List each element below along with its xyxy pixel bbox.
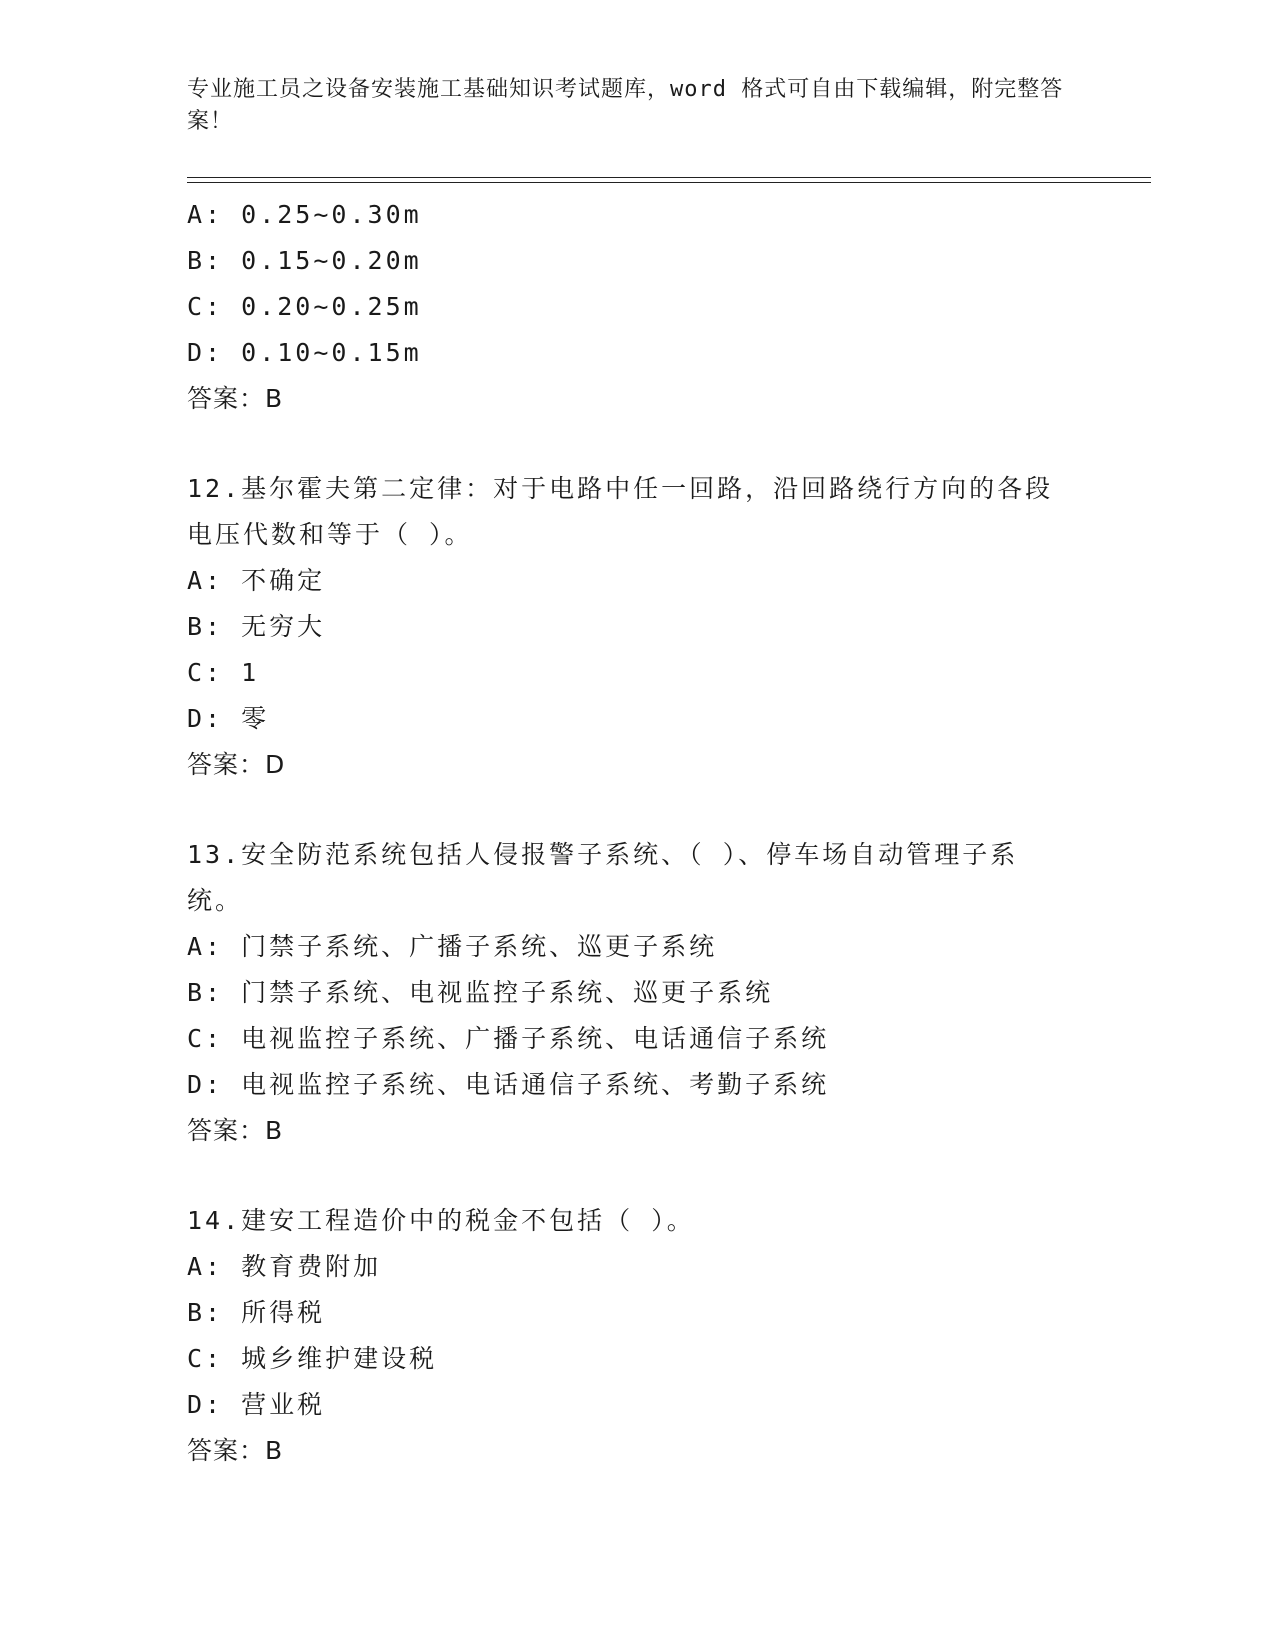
option-a: A: 门禁子系统、广播子系统、巡更子系统 (187, 932, 718, 961)
answer: 答案：B (187, 1436, 284, 1465)
answer: 答案：D (187, 750, 286, 779)
answer: 答案：B (187, 384, 284, 413)
option-b: B: 所得税 (187, 1298, 326, 1327)
question-11 (187, 192, 1087, 422)
option-d: D: 零 (187, 704, 270, 733)
option-c: C: 0.20~0.25m (187, 292, 422, 321)
answer: 答案：B (187, 1116, 284, 1145)
question-14 (187, 1198, 1087, 1474)
option-a: A: 教育费附加 (187, 1252, 382, 1281)
option-d: D: 营业税 (187, 1390, 326, 1419)
question-12 (187, 466, 1087, 788)
question-stem-line-2: 电压代数和等于（ ）。 (187, 520, 473, 549)
question-stem-line-2: 统。 (187, 886, 244, 915)
header-divider-bottom (187, 182, 1151, 183)
question-13 (187, 832, 1087, 1154)
option-a: A: 不确定 (187, 566, 326, 595)
question-list (187, 192, 1087, 1474)
option-c: C: 电视监控子系统、广播子系统、电话通信子系统 (187, 1024, 830, 1053)
question-stem-line-1: 14.建安工程造价中的税金不包括（ ）。 (187, 1206, 695, 1235)
header-divider-top (187, 177, 1151, 178)
option-c: C: 城乡维护建设税 (187, 1344, 438, 1373)
option-b: B: 门禁子系统、电视监控子系统、巡更子系统 (187, 978, 774, 1007)
question-stem-line-1: 12.基尔霍夫第二定律：对于电路中任一回路，沿回路绕行方向的各段 (187, 474, 1054, 503)
option-d: D: 电视监控子系统、电话通信子系统、考勤子系统 (187, 1070, 830, 1099)
option-b: B: 0.15~0.20m (187, 246, 422, 275)
question-stem-line-1: 13.安全防范系统包括人侵报警子系统、（ ）、停车场自动管理子系 (187, 840, 1019, 869)
option-d: D: 0.10~0.15m (187, 338, 422, 367)
option-b: B: 无穷大 (187, 612, 326, 641)
option-c: C: 1 (187, 658, 260, 687)
option-a: A: 0.25~0.30m (187, 200, 422, 229)
document-header: 专业施工员之设备安装施工基础知识考试题库，word 格式可自由下载编辑，附完整答案！ (187, 77, 1064, 134)
